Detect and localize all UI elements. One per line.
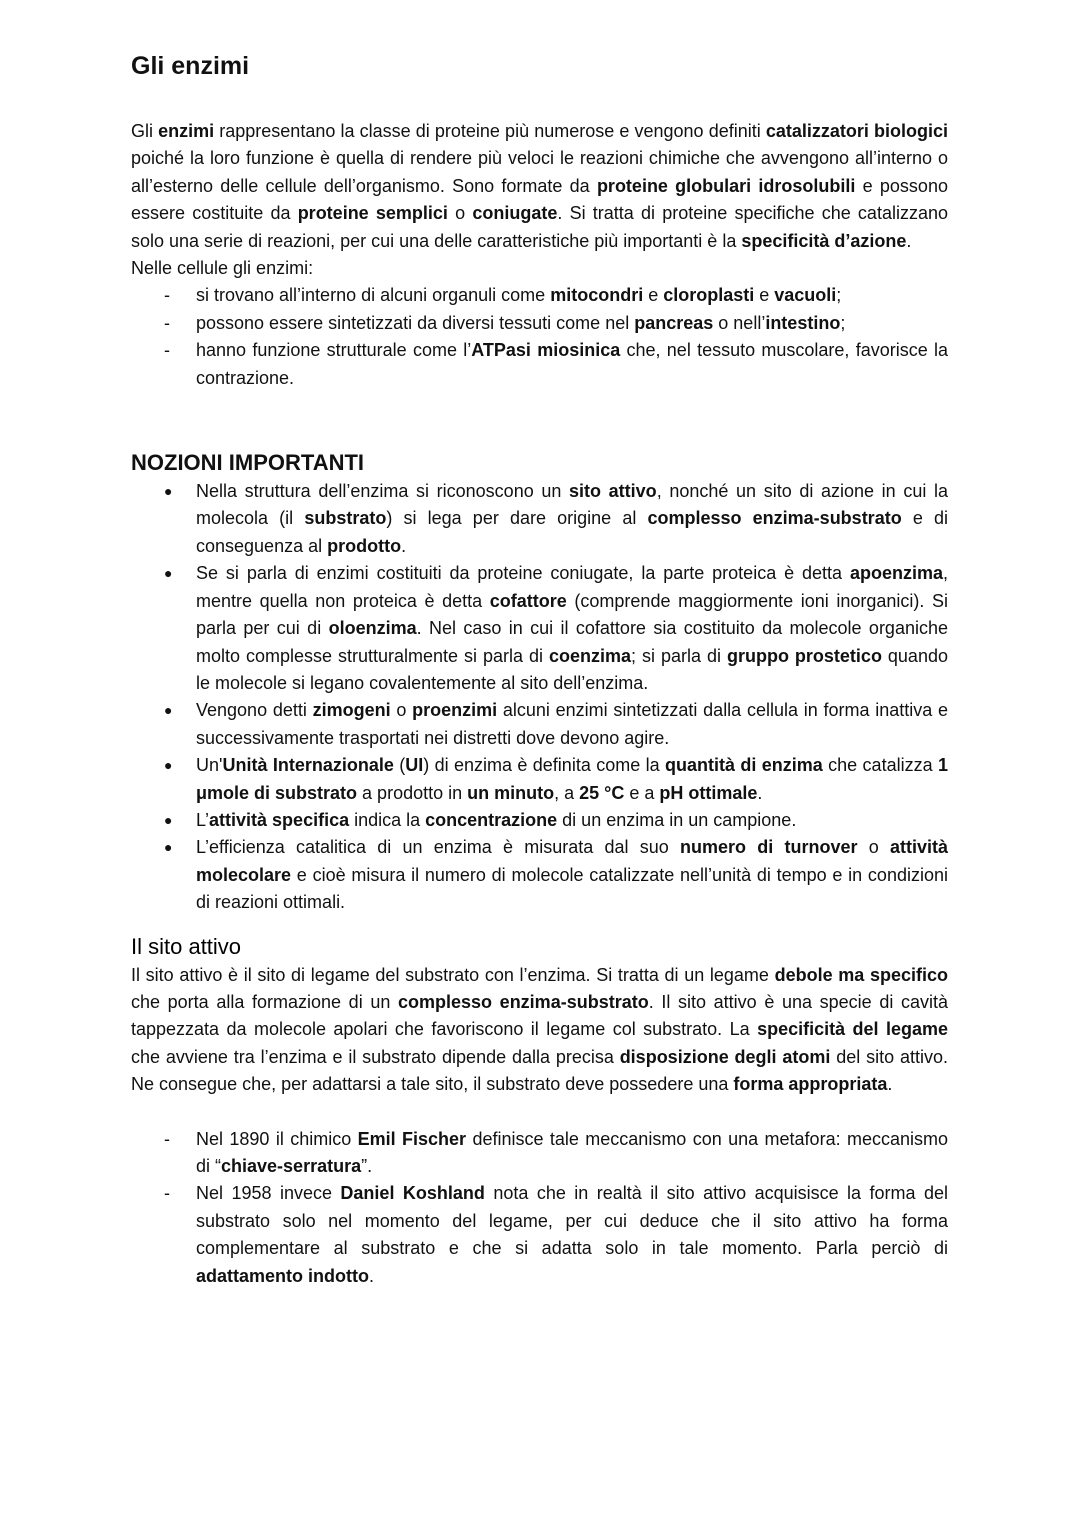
- bullet-icon: ●: [164, 483, 173, 500]
- text-segment: che catalizza: [822, 755, 938, 776]
- bold-term: pH ottimale: [659, 782, 758, 803]
- text-segment: ;: [836, 285, 842, 306]
- text-segment: (comprende maggiormente ioni inorganici). Si parla per cui di: [196, 590, 948, 639]
- bold-term: vacuoli: [774, 285, 837, 306]
- page-title: Gli enzimi: [131, 52, 250, 80]
- text-segment: e: [754, 285, 775, 306]
- list-item: [131, 807, 948, 834]
- text-segment: poiché la loro funzione è quella di rendere più veloci le reazioni chimiche che avvengono all’interno o all’esterno delle cellule dell’organismo. Sono formate da: [131, 148, 948, 196]
- notions-heading: NOZIONI IMPORTANTI: [131, 450, 365, 476]
- text-segment: ; si parla di: [631, 645, 727, 666]
- bullet-icon: ●: [164, 565, 173, 582]
- bold-term: cloroplasti: [663, 285, 755, 306]
- text-segment: definisce tale meccanismo con una metafora: meccanismo di “: [196, 1128, 948, 1176]
- text-segment: e cioè misura il numero di molecole catalizzate nell’unità di tempo e in condizioni di reazioni ottimali.: [196, 864, 948, 913]
- bullet-icon: ●: [164, 702, 173, 719]
- text-segment: di un enzima in un campione.: [557, 809, 797, 830]
- text-segment: . Nel caso in cui il cofattore sia costituito da molecole organiche molto complesse strutturalmente si parla di: [196, 618, 948, 666]
- list-item: [131, 834, 948, 916]
- text-segment: o: [390, 700, 413, 721]
- bold-term: coniugate: [472, 203, 558, 224]
- text-segment: nota che in realtà il sito attivo acquisisce la forma del substrato solo nel momento del legame, per cui deduce che il sito attivo ha forma complementare al substrato e che si adatta solo in tale momento. Parla perciò di: [196, 1183, 948, 1259]
- list-item: [131, 1126, 948, 1181]
- text-segment: , nonché un sito di azione in cui la molecola (il: [196, 481, 948, 529]
- bold-term: Daniel Koshland: [340, 1183, 485, 1204]
- bold-term: enzimi: [158, 121, 215, 141]
- site-heading: Il sito attivo: [131, 933, 242, 959]
- bullet-icon: ●: [164, 811, 173, 828]
- bold-term: substrato: [304, 508, 387, 529]
- bold-term: ATPasi miosinica: [471, 340, 621, 361]
- text-segment: rappresentano la classe di proteine più numerose e vengono definiti: [214, 121, 766, 141]
- text-segment: Il sito attivo è il sito di legame del substrato con l’enzima. Si tratta di un legame: [131, 964, 775, 985]
- text-segment: (: [393, 755, 406, 776]
- text-segment: .: [369, 1265, 375, 1286]
- list-item: [131, 752, 948, 807]
- document-page: [131, 48, 948, 1290]
- text-segment: . Si tratta di proteine specifiche che catalizzano solo una serie di reazioni, per cui una delle caratteristiche più importanti è la: [131, 203, 948, 251]
- text-segment: , a: [554, 782, 580, 803]
- bold-term: apoenzima: [849, 563, 943, 584]
- text-segment: ”.: [361, 1156, 373, 1176]
- bold-term: gruppo prostetico: [726, 645, 882, 666]
- bold-term: oloenzima: [328, 618, 417, 639]
- cells-intro: Nelle cellule gli enzimi:: [131, 258, 314, 279]
- text-segment: Nel 1890 il chimico: [196, 1128, 358, 1149]
- bold-term: prodotto: [327, 535, 402, 556]
- text-segment: ;: [840, 312, 846, 333]
- list-item: [131, 1180, 948, 1290]
- text-segment: indica la: [349, 809, 426, 830]
- text-segment: che, nel tessuto muscolare, favorisce la contrazione.: [196, 340, 948, 388]
- text-segment: Nel 1958 invece: [196, 1183, 341, 1204]
- bold-term: mitocondri: [550, 285, 644, 306]
- list-item: [131, 560, 948, 697]
- text-segment: Se si parla di enzimi costituiti da proteine coniugate, la parte proteica è detta: [196, 563, 850, 584]
- text-segment: .: [887, 1074, 893, 1095]
- bold-term: proenzimi: [412, 700, 498, 721]
- text-segment: , mentre quella non proteica è detta: [196, 563, 948, 611]
- bold-term: numero di turnover: [680, 837, 858, 858]
- bold-term: quantità di enzima: [665, 755, 823, 776]
- text-segment: che avviene tra l’enzima e il substrato dipende dalla precisa: [131, 1046, 620, 1067]
- text-segment: Vengono detti: [196, 700, 313, 721]
- bold-term: zimogeni: [312, 700, 391, 721]
- list-item: [131, 310, 948, 337]
- text-segment: del sito attivo. Ne consegue che, per adattarsi a tale sito, il substrato deve possedere una: [131, 1046, 948, 1095]
- text-segment: Nella struttura dell’enzima si riconoscono un: [196, 481, 570, 502]
- list-item: [131, 337, 948, 392]
- bold-term: complesso enzima-substrato: [647, 508, 902, 529]
- text-segment: Un': [196, 755, 223, 776]
- site-list: [131, 1126, 948, 1290]
- text-segment: . Il sito attivo è una specie di cavità tappezzata da molecole apolari che favoriscono il legame col substrato. La: [131, 991, 948, 1040]
- dash-icon: -: [164, 285, 170, 306]
- text-segment: e di conseguenza al: [196, 508, 949, 556]
- intro-paragraph: [131, 118, 948, 255]
- text-segment: Gli: [131, 121, 159, 141]
- text-segment: e possono essere costituite da: [131, 175, 948, 224]
- bold-term: forma appropriata: [733, 1074, 888, 1095]
- bold-term: debole ma specifico: [774, 964, 948, 985]
- bold-term: un minuto: [467, 782, 555, 803]
- list-item: [131, 697, 948, 752]
- bold-term: specificità d’azione: [741, 230, 907, 251]
- cells-list: [131, 282, 948, 392]
- bold-term: 25 °C: [579, 782, 625, 803]
- bold-term: UI: [405, 755, 424, 776]
- dash-icon: -: [164, 1183, 170, 1204]
- text-segment: .: [906, 230, 912, 251]
- text-segment: si trovano all’interno di alcuni organuli come: [196, 285, 551, 306]
- bold-term: proteine globulari idrosolubili: [596, 175, 856, 196]
- dash-icon: -: [164, 340, 170, 361]
- bold-term: catalizzatori biologici: [765, 121, 948, 141]
- bold-term: complesso enzima-substrato: [398, 991, 649, 1012]
- bold-term: concentrazione: [425, 809, 558, 830]
- bold-term: intestino: [765, 312, 841, 333]
- list-item: [131, 282, 948, 309]
- text-segment: e a: [624, 782, 660, 803]
- text-segment: L’: [196, 809, 210, 830]
- bold-term: attività molecolare: [196, 837, 949, 885]
- bold-term: cofattore: [489, 590, 567, 611]
- text-segment: possono essere sintetizzati da diversi tessuti come nel: [196, 312, 635, 333]
- text-segment: quando le molecole si legano covalentemente al sito dell’enzima.: [196, 645, 948, 693]
- list-item: [131, 478, 948, 560]
- bold-term: pancreas: [634, 312, 714, 333]
- text-segment: .: [757, 782, 763, 803]
- text-segment: o nell’: [713, 312, 766, 333]
- text-segment: hanno funzione strutturale come l’: [196, 340, 472, 361]
- text-segment: ) si lega per dare origine al: [386, 508, 648, 529]
- text-segment: e: [643, 285, 664, 306]
- bullet-icon: ●: [164, 757, 173, 774]
- bullet-icon: ●: [164, 839, 173, 856]
- dash-icon: -: [164, 312, 170, 333]
- text-segment: alcuni enzimi sintetizzati dalla cellula in forma inattiva e successivamente trasportati nei distretti dove devono agire.: [196, 700, 948, 748]
- bold-term: proteine semplici: [297, 203, 448, 224]
- bold-term: Emil Fischer: [357, 1128, 467, 1149]
- bold-term: adattamento indotto: [196, 1265, 369, 1286]
- site-paragraph: [131, 962, 948, 1099]
- notions-list: [131, 478, 948, 917]
- bold-term: disposizione degli atomi: [619, 1046, 831, 1067]
- text-segment: o: [857, 837, 890, 858]
- dash-icon: -: [164, 1128, 170, 1149]
- text-segment: ) di enzima è definita come la: [423, 755, 665, 776]
- text-segment: a prodotto in: [357, 782, 468, 803]
- bold-term: sito attivo: [569, 481, 657, 502]
- bold-term: 1 μmole di substrato: [196, 755, 948, 803]
- text-segment: L’efficienza catalitica di un enzima è misurata dal suo: [196, 837, 681, 858]
- text-segment: .: [401, 535, 407, 556]
- bold-term: coenzima: [549, 645, 632, 666]
- bold-term: Unità Internazionale: [222, 755, 394, 776]
- bold-term: attività specifica: [209, 809, 350, 830]
- bold-term: chiave-serratura: [221, 1156, 362, 1176]
- text-segment: che porta alla formazione di un: [131, 991, 398, 1012]
- text-segment: o: [447, 203, 473, 224]
- bold-term: specificità del legame: [757, 1019, 949, 1040]
